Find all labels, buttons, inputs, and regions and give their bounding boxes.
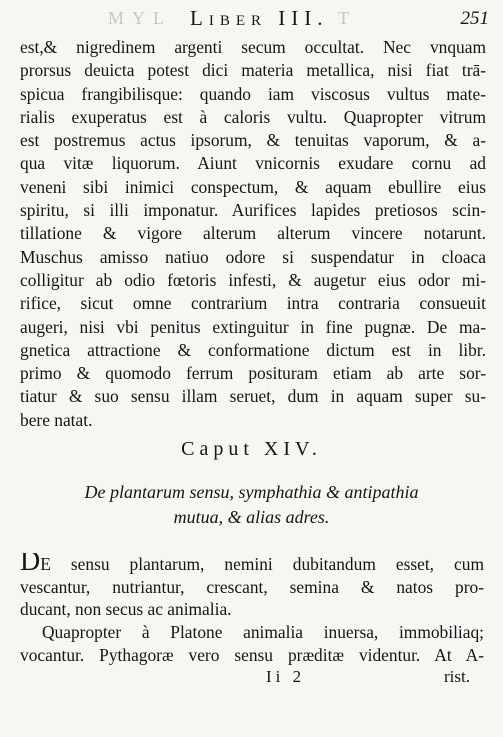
- text-line: Quapropter à Platone animalia inuersa, immobiliaq;: [42, 622, 484, 643]
- text-line: vescantur, nutriantur, crescant, semina & natos pro-: [20, 576, 484, 597]
- text-line: tillatione & vigore alterum alterum vincere notarunt.: [20, 223, 486, 244]
- chapter-text-block: [20, 553, 484, 666]
- text-line: gnetica attractione & conformatione dictum est in libr.: [20, 339, 486, 360]
- text-line: bere natat.: [20, 409, 93, 430]
- text-line: Muschus amisso natiuo odore si suspendatur in cloaca: [20, 246, 486, 267]
- subtitle-line: De plantarum sensu, symphathia & antipathia: [84, 482, 419, 502]
- text-line: veneni sibi inimici conspectum, & aquam ebullire eius: [20, 176, 486, 197]
- text-line-first: [20, 553, 484, 576]
- drop-cap: D: [20, 553, 41, 576]
- text-line: rifice, sicut omne contrarium intra contraria consueuit: [20, 293, 486, 314]
- catchword: rist.: [444, 667, 470, 686]
- text-line: augeri, nisi vbi penitus extinguitur in fine pugnæ. De ma-: [20, 316, 486, 337]
- chapter-subtitle: [0, 480, 503, 530]
- bleed-through-left: MYL: [108, 8, 172, 28]
- text-line: tiatur & suo sensu illam seruet, dum in aquam super su-: [20, 386, 486, 407]
- chapter-heading: Caput XIV.: [181, 438, 322, 460]
- signature-mark: Ii 2: [266, 667, 306, 686]
- text-line: colligitur ab odio fœtoris infesti, & augetur eius odor mi-: [20, 269, 486, 290]
- first-line-text: E sensu plantarum, nemini dubitandum esset, cum: [40, 554, 484, 574]
- running-head: Liber III.: [190, 6, 329, 30]
- text-line: qua vitæ liquorum. Aiunt vnicornis exudare cornu ad: [20, 153, 486, 174]
- text-line: spiritu, si illi imponatur. Aurifices lapides pretiosos scin-: [20, 200, 486, 221]
- text-line: primo & quomodo ferrum posituram etiam ab arte sor-: [20, 363, 486, 384]
- text-line: ducant, non secus ac animalia.: [20, 599, 232, 620]
- text-line: est postremus actus ipsorum, & tenuitas vaporum, & a-: [20, 130, 486, 151]
- page-header: [0, 4, 503, 34]
- main-text-block: [20, 36, 486, 432]
- text-line: prorsus deuicta potest dici materia metallica, nisi fiat trā-: [20, 60, 486, 81]
- text-line: vocantur. Pythagoræ vero sensu præditæ videntur. At A-: [20, 644, 484, 665]
- text-line: rialis exuperatus est à caloris vultu. Quapropter vitrum: [20, 106, 486, 127]
- page-number: 251: [460, 8, 489, 29]
- text-line: spicua frangibilisque: quando iam viscosus vultus mate-: [20, 83, 486, 104]
- bleed-through-right: T: [338, 8, 357, 28]
- subtitle-line: mutua, & alias adres.: [173, 507, 330, 527]
- text-line: est,& nigredinem argenti secum occultat. Nec vnquam: [20, 37, 486, 57]
